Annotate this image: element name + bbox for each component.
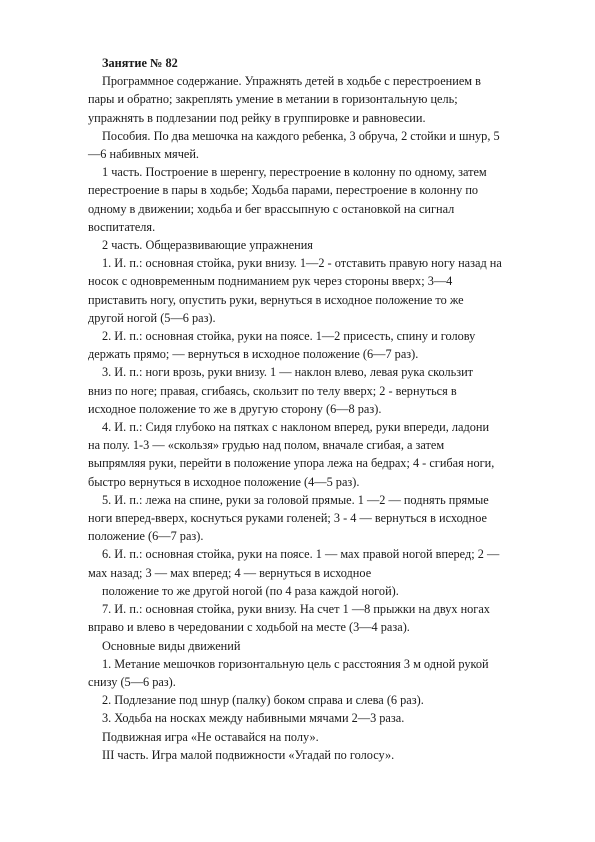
- text-line: 5. И. п.: лежа на спине, руки за головой прямые. 1 —2 — поднять прямые: [102, 492, 489, 507]
- text-line: воспитателя.: [88, 219, 156, 234]
- text-line: положение (6—7 раз).: [88, 529, 204, 544]
- text-line: Пособия. По два мешочка на каждого ребенка, 3 обруча, 2 стойки и шнур, 5: [102, 128, 500, 143]
- text-line: носок с одновременным подниманием рук через стороны вверх; 3—4: [88, 274, 453, 289]
- document-text: [88, 72, 550, 764]
- text-line: ноги вперед-вверх, коснуться руками голеней; 3 - 4 — вернуться в исходное: [88, 511, 487, 526]
- text-line: 1 часть. Построение в шеренгу, перестроение в колонну по одному, затем: [102, 165, 487, 180]
- text-line: мах назад; 3 — мах вперед; 4 — вернуться в исходное: [88, 565, 372, 580]
- text-line: приставить ногу, опустить руки, вернуться в исходное положение то же: [88, 292, 464, 307]
- text-line: 6. И. п.: основная стойка, руки на поясе. 1 — мах правой ногой вперед; 2 —: [102, 547, 500, 562]
- text-line: 2 часть. Общеразвивающие упражнения: [102, 238, 313, 253]
- text-line: 7. И. п.: основная стойка, руки внизу. На счет 1 —8 прыжки на двух ногах: [102, 602, 490, 617]
- text-line: перестроение в пары в ходьбе; Ходьба парами, перестроение в колонну по: [88, 183, 479, 198]
- text-line: 2. Подлезание под шнур (палку) боком справа и слева (6 раз).: [102, 693, 424, 708]
- text-line: исходное положение то же в другую сторону (6—8 раз).: [88, 401, 382, 416]
- text-line: вниз по ноге; правая, сгибаясь, скользит по телу вверх; 2 - вернуться в: [88, 383, 457, 398]
- text-line: Основные виды движений: [102, 638, 241, 653]
- text-line: упражнять в подлезании под рейку в группировке и равновесии.: [88, 110, 426, 125]
- text-line: Программное содержание. Упражнять детей в ходьбе с перестроением в: [102, 74, 481, 89]
- text-line: 3. Ходьба на носках между набивными мячами 2—3 раза.: [102, 711, 405, 726]
- text-line: III часть. Игра малой подвижности «Угадай по голосу».: [102, 747, 395, 762]
- text-line: Подвижная игра «Не оставайся на полу».: [102, 729, 319, 744]
- text-line: держать прямо; — вернуться в исходное положение (6—7 раз).: [88, 347, 419, 362]
- text-line: положение то же другой ногой (по 4 раза каждой ногой).: [102, 583, 399, 598]
- text-line: 3. И. п.: ноги врозь, руки внизу. 1 — наклон влево, левая рука скользит: [102, 365, 474, 380]
- text-line: 2. И. п.: основная стойка, руки на поясе. 1—2 присесть, спину и голову: [102, 329, 476, 344]
- text-line: 1. Метание мешочков горизонтальную цель с расстояния 3 м одной рукой: [102, 656, 489, 671]
- text-line: другой ногой (5—6 раз).: [88, 310, 216, 325]
- text-line: выпрямляя руки, перейти в положение упора лежа на бедрах; 4 - сгибая ноги,: [88, 456, 495, 471]
- text-line: пары и обратно; закреплять умение в метании в горизонтальную цель;: [88, 92, 458, 107]
- document-title: Занятие № 82: [102, 56, 178, 70]
- text-line: 4. И. п.: Сидя глубоко на пятках с наклоном вперед, руки впереди, ладони: [102, 420, 490, 435]
- text-line: снизу (5—6 раз).: [88, 674, 176, 689]
- text-line: —6 набивных мячей.: [88, 147, 200, 162]
- text-line: быстро вернуться в исходное положение (4—5 раз).: [88, 474, 360, 489]
- text-line: на полу. 1-3 — «скользя» грудью над полом, вначале сгибая, а затем: [88, 438, 445, 453]
- text-line: 1. И. п.: основная стойка, руки внизу. 1—2 - отставить правую ногу назад на: [102, 256, 502, 271]
- text-line: вправо и влево в чередовании с ходьбой на месте (3—4 раза).: [88, 620, 410, 635]
- text-line: одному в движении; ходьба и бег врассыпную с остановкой на сигнал: [88, 201, 455, 216]
- document-body: [88, 54, 550, 764]
